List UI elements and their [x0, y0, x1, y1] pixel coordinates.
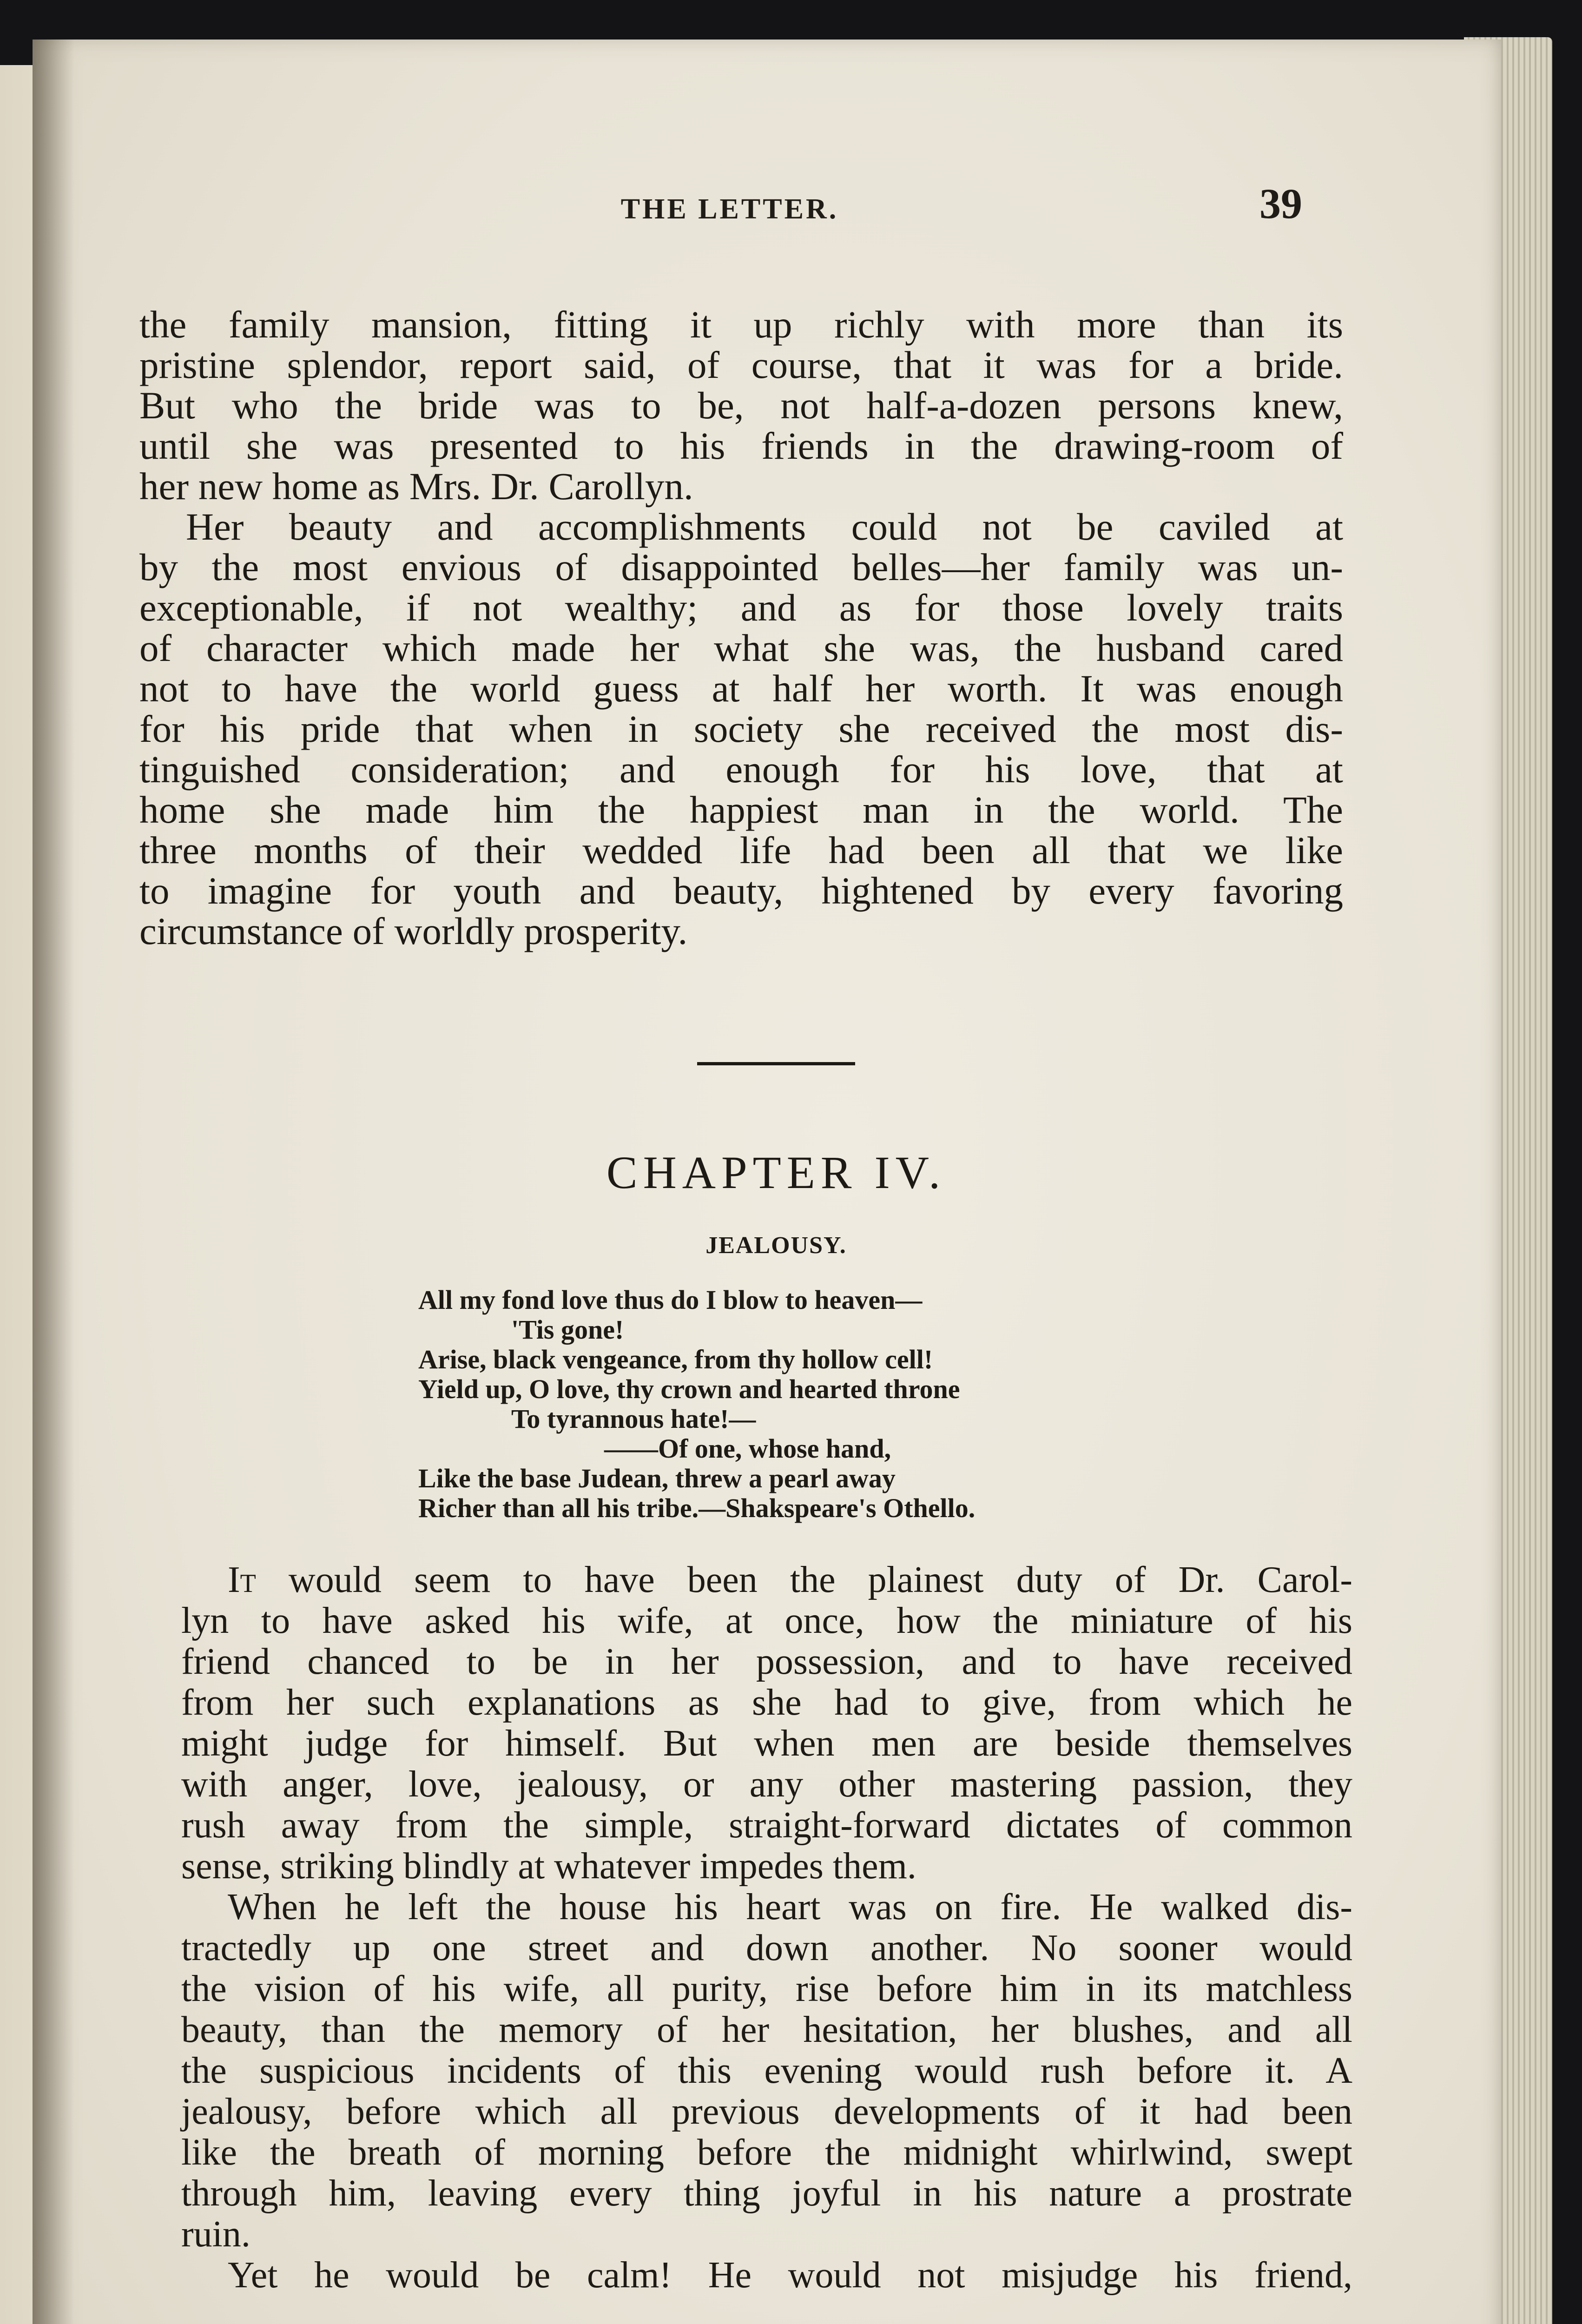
- text-line: lyn to have asked his wife, at once, how the miniature of his: [181, 1600, 1352, 1641]
- book-page: [33, 40, 1501, 2324]
- text-line: exceptionable, if not wealthy; and as for those lovely traits: [139, 586, 1343, 629]
- text-line: her new home as Mrs. Dr. Carollyn.: [139, 465, 693, 508]
- text-line: three months of their wedded life had been all that we like: [139, 829, 1343, 872]
- text-line: home she made him the happiest man in the world. The: [139, 788, 1343, 831]
- text-line: When he left the house his heart was on fire. He walked dis-: [228, 1887, 1352, 1928]
- text-line: circumstance of worldly prosperity.: [139, 910, 688, 952]
- drop-word: It: [228, 1559, 256, 1600]
- epigraph-line: All my fond love thus do I blow to heaven—: [418, 1285, 923, 1315]
- text-line: for his pride that when in society she received the most dis-: [139, 707, 1343, 750]
- body-text-bottom: [181, 1559, 1352, 2296]
- text-line-rest: would seem to have been the plainest duty of Dr. Carol-: [256, 1559, 1352, 1600]
- text-line: the vision of his wife, all purity, rise before him in its matchless: [181, 1968, 1352, 2009]
- epigraph-line: To tyrannous hate!—: [511, 1404, 756, 1434]
- text-line: Yet he would be calm! He would not misjudge his friend,: [228, 2255, 1352, 2296]
- page-gutter-shadow: [33, 40, 74, 2324]
- text-line: the family mansion, fitting it up richly with more than its: [139, 303, 1343, 346]
- page-number: 39: [1259, 180, 1302, 227]
- epigraph-line: Yield up, O love, thy crown and hearted throne: [418, 1374, 960, 1404]
- text-line: like the breath of morning before the midnight whirlwind, swept: [181, 2132, 1352, 2173]
- text-line: the suspicious incidents of this evening would rush before it. A: [181, 2050, 1352, 2091]
- text-line: might judge for himself. But when men are beside themselves: [181, 1723, 1352, 1764]
- epigraph-line: Arise, black vengeance, from thy hollow cell!: [418, 1344, 933, 1374]
- text-line: with anger, love, jealousy, or any other mastering passion, they: [181, 1764, 1352, 1805]
- epigraph-line: Richer than all his tribe.—Shakspeare's Othello.: [418, 1493, 976, 1523]
- chapter-title: CHAPTER IV.: [606, 1147, 946, 1198]
- epigraph: [418, 1285, 1255, 1523]
- text-line: jealousy, before which all previous developments of it had been: [181, 2091, 1352, 2132]
- text-line: Her beauty and accomplishments could not be caviled at: [186, 505, 1343, 548]
- running-head: THE LETTER.: [620, 193, 839, 225]
- epigraph-line: 'Tis gone!: [511, 1314, 624, 1345]
- text-line: tractedly up one street and down another. No sooner would: [181, 1928, 1352, 1968]
- body-text-top: [139, 304, 1343, 951]
- text-line: tinguished consideration; and enough for his love, that at: [139, 748, 1343, 791]
- text-line: ruin.: [181, 2214, 250, 2255]
- text-line: pristine splendor, report said, of course, that it was for a bride.: [139, 343, 1343, 386]
- text-line: friend chanced to be in her possession, and to have received: [181, 1641, 1352, 1682]
- section-divider-rule: [697, 1062, 855, 1065]
- text-line: not to have the world guess at half her worth. It was enough: [139, 667, 1343, 710]
- text-line: until she was presented to his friends in the drawing-room of: [139, 424, 1343, 467]
- epigraph-line: ——Of one, whose hand,: [604, 1433, 891, 1464]
- text-line: by the most envious of disappointed belles—her family was un-: [139, 546, 1343, 588]
- text-line: But who the bride was to be, not half-a-dozen persons knew,: [139, 384, 1343, 427]
- text-line: of character which made her what she was, the husband cared: [139, 627, 1343, 669]
- text-line: from her such explanations as she had to give, from which he: [181, 1682, 1352, 1723]
- text-line: beauty, than the memory of her hesitation, her blushes, and all: [181, 2009, 1352, 2050]
- text-line: sense, striking blindly at whatever impedes them.: [181, 1846, 916, 1887]
- text-line: [181, 1559, 1352, 1600]
- epigraph-line: Like the base Judean, threw a pearl away: [418, 1463, 896, 1493]
- chapter-subtitle: JEALOUSY.: [705, 1232, 847, 1259]
- text-line: rush away from the simple, straight-forward dictates of common: [181, 1805, 1352, 1846]
- text-line: through him, leaving every thing joyful in his nature a prostrate: [181, 2173, 1352, 2214]
- text-line: to imagine for youth and beauty, hightened by every favoring: [139, 869, 1343, 912]
